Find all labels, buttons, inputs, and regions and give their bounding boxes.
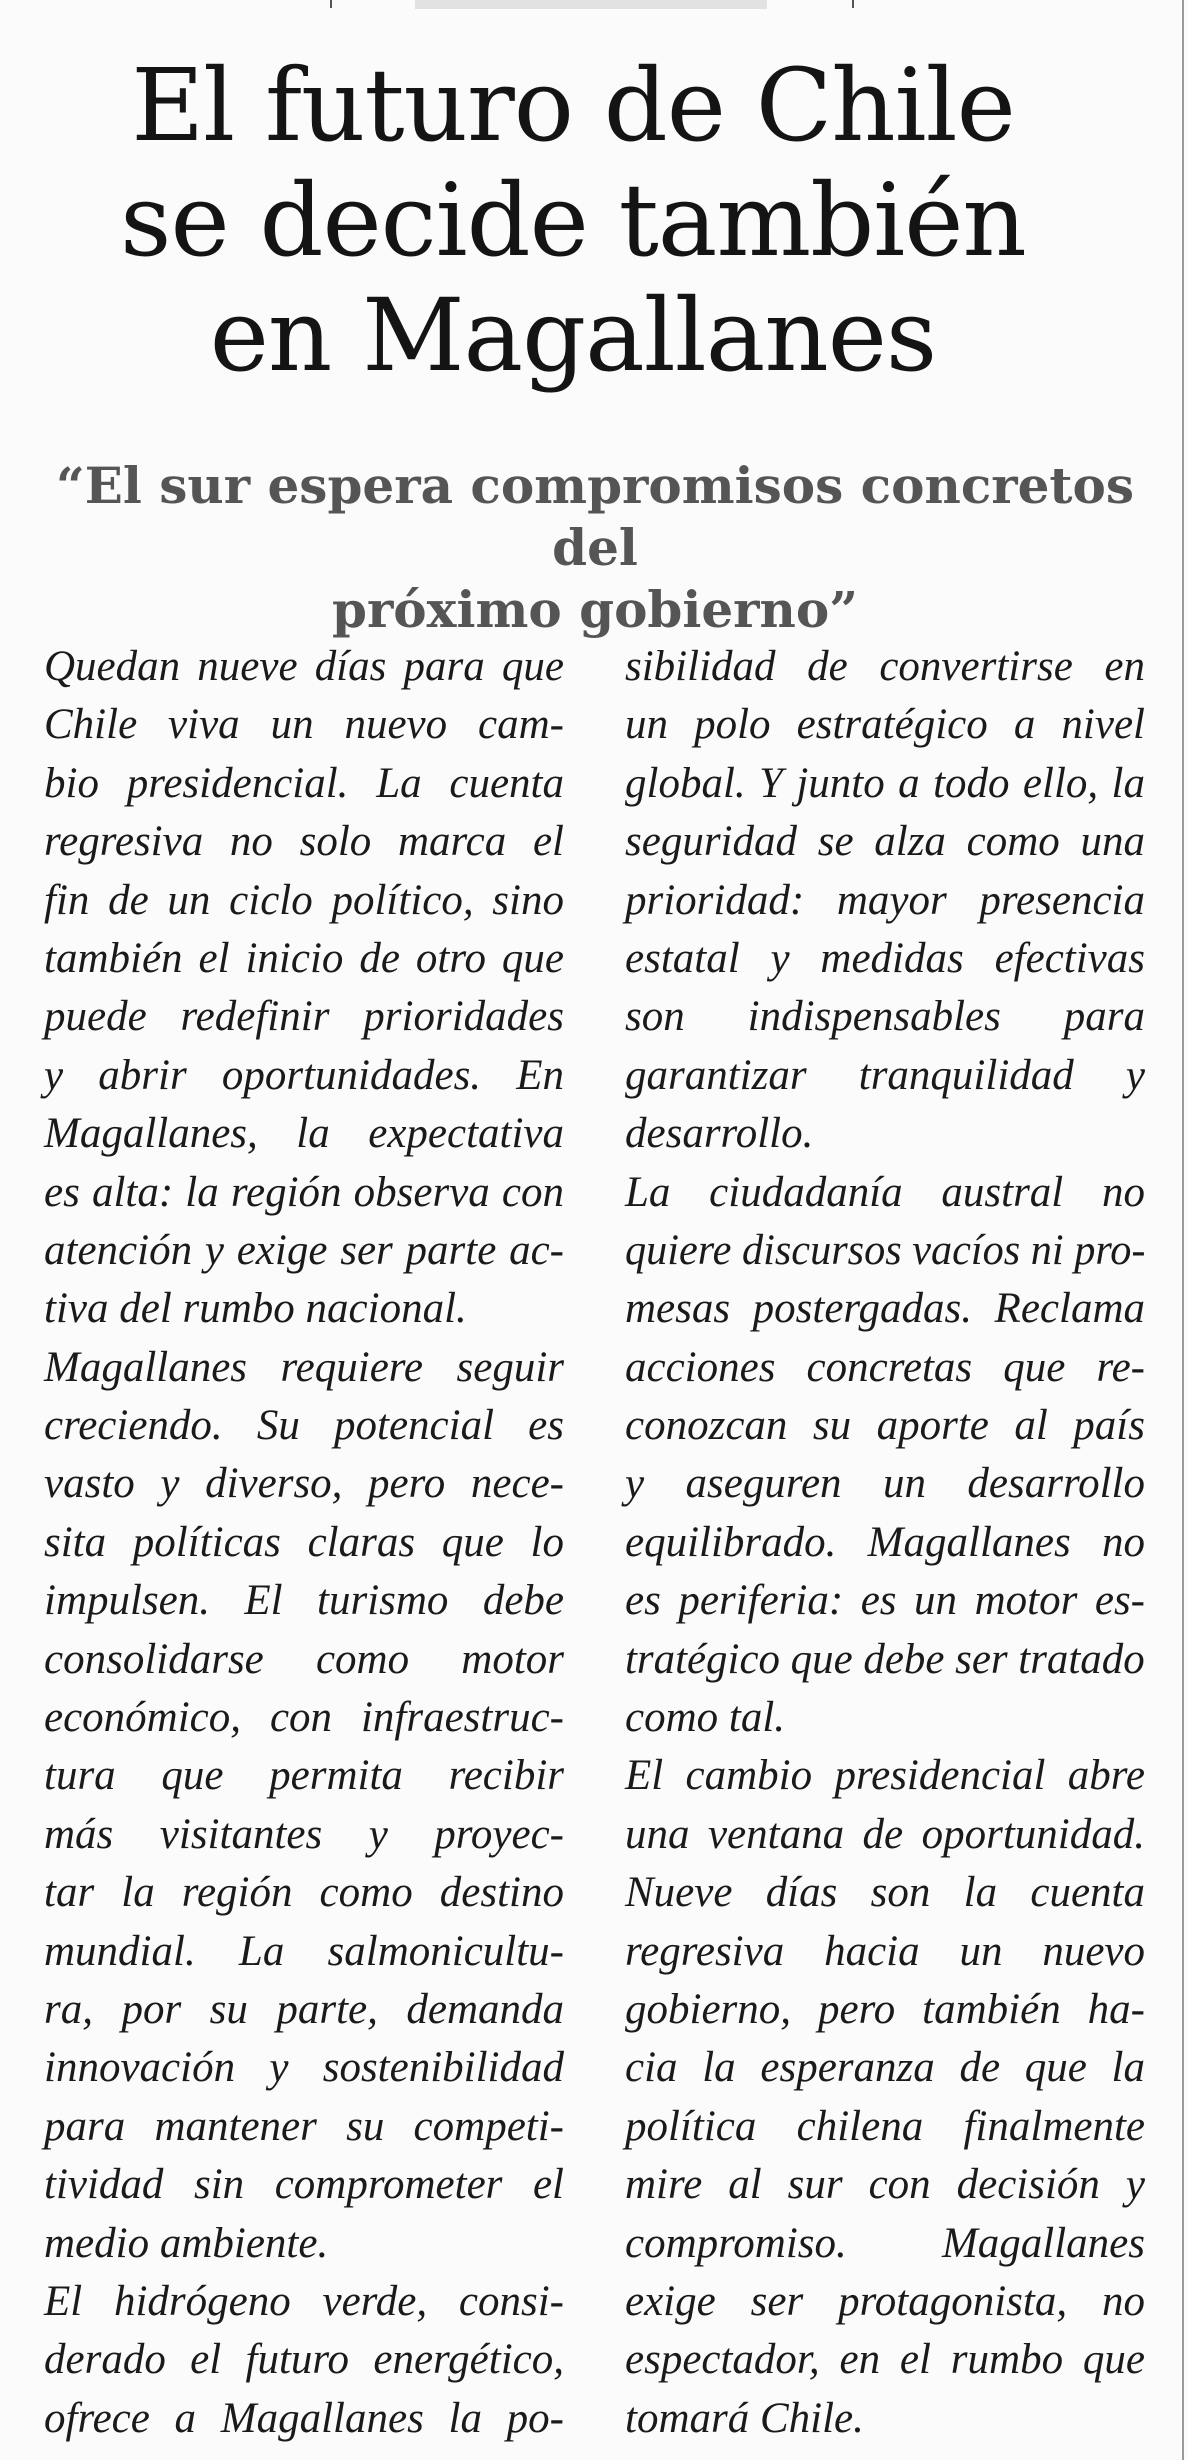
- top-border-bar: [415, 0, 767, 9]
- article-text-line: ofrece a Magallanes la po-: [44, 2394, 564, 2442]
- article-text-line: La ciudadanía austral no: [625, 1168, 1145, 1216]
- article-text-line: y abrir oportunidades. En: [44, 1051, 564, 1099]
- article-text-line: El cambio presidencial abre: [625, 1752, 1145, 1800]
- article-text-line: para mantener su competi-: [44, 2102, 564, 2150]
- article-text-line: Magallanes requiere seguir: [44, 1343, 564, 1391]
- article-text-line: como tal.: [625, 1694, 786, 1742]
- article-text-line: tiva del rumbo nacional.: [44, 1285, 467, 1333]
- subtitle-quote: [30, 455, 1160, 641]
- article-text-line: Magallanes, la expectativa: [44, 1110, 564, 1158]
- article-text-line: Chile viva un nuevo cam-: [44, 701, 564, 749]
- top-border-tick-left: [330, 0, 332, 8]
- article-text-line: atención y exige ser parte ac-: [44, 1226, 564, 1274]
- article-text-line: política chilena finalmente: [625, 2102, 1145, 2150]
- article-text-line: un polo estratégico a nivel: [625, 701, 1145, 749]
- headline-line: se decide también: [120, 162, 1026, 279]
- article-text-line: es periferia: es un motor es-: [625, 1577, 1145, 1625]
- article-text-line: Quedan nueve días para que: [44, 643, 564, 690]
- top-border-tick-right: [852, 0, 854, 8]
- subtitle-line: próximo gobierno”: [331, 580, 858, 639]
- article-column-right: [625, 638, 1145, 2448]
- article-text-line: impulsen. El turismo debe: [44, 1577, 564, 1625]
- article-text-line: más visitantes y proyec-: [44, 1810, 564, 1858]
- article-text-line: tura que permita recibir: [44, 1752, 564, 1800]
- article-text-line: compromiso. Magallanes: [625, 2219, 1145, 2267]
- article-text-line: tar la región como destino: [44, 1869, 564, 1917]
- article-text-line: fin de un ciclo político, sino: [44, 876, 564, 924]
- article-text-line: regresiva no solo marca el: [44, 818, 564, 866]
- page-right-edge-rule: [1182, 0, 1184, 2460]
- article-text-line: derado el futuro energético,: [44, 2336, 564, 2384]
- article-text-line: mundial. La salmonicultu-: [44, 1927, 564, 1975]
- article-text-line: seguridad se alza como una: [625, 818, 1145, 866]
- article-text-line: global. Y junto a todo ello, la: [625, 759, 1145, 807]
- article-text-line: estatal y medidas efectivas: [625, 934, 1145, 982]
- article-text-line: creciendo. Su potencial es: [44, 1402, 564, 1450]
- article-text-line: son indispensables para: [625, 993, 1145, 1041]
- article-text-line: El hidrógeno verde, consi-: [44, 2277, 564, 2325]
- article-text-line: mesas postergadas. Reclama: [625, 1285, 1145, 1333]
- article-text-line: tratégico que debe ser tratado: [625, 1635, 1145, 1683]
- article-text-line: ra, por su parte, demanda: [44, 1985, 564, 2033]
- article-text-line: y aseguren un desarrollo: [625, 1460, 1145, 1508]
- article-text-line: cia la esperanza de que la: [625, 2044, 1145, 2092]
- article-text-line: equilibrado. Magallanes no: [625, 1518, 1145, 1566]
- article-text-line: es alta: la región observa con: [44, 1168, 564, 1216]
- article-text-line: mire al sur con decisión y: [625, 2161, 1145, 2209]
- article-column-left: [44, 638, 564, 2448]
- headline-line: en Magallanes: [209, 277, 937, 394]
- article-text-line: exige ser protagonista, no: [625, 2277, 1145, 2325]
- article-text-line: una ventana de oportunidad.: [625, 1810, 1145, 1858]
- article-text-line: quiere discursos vacíos ni pro-: [625, 1226, 1146, 1274]
- article-text-line: regresiva hacia un nuevo: [625, 1927, 1145, 1975]
- article-text-line: prioridad: mayor presencia: [625, 876, 1145, 924]
- article-text-line: Nueve días son la cuenta: [625, 1869, 1145, 1917]
- article-text-line: sibilidad de convertirse en: [625, 643, 1145, 690]
- article-text-line: gobierno, pero también ha-: [625, 1985, 1145, 2033]
- article-text-line: tomará Chile.: [625, 2394, 864, 2442]
- article-text-line: puede redefinir prioridades: [44, 993, 564, 1041]
- article-text-line: acciones concretas que re-: [625, 1343, 1145, 1391]
- article-text-line: vasto y diverso, pero nece-: [44, 1460, 564, 1508]
- article-text-line: conozcan su aporte al país: [625, 1402, 1145, 1450]
- article-text-line: medio ambiente.: [44, 2219, 329, 2267]
- article-text-line: garantizar tranquilidad y: [625, 1051, 1145, 1099]
- article-text-line: bio presidencial. La cuenta: [44, 759, 564, 807]
- headline: [30, 48, 1116, 393]
- article-text-line: espectador, en el rumbo que: [625, 2336, 1145, 2384]
- article-text-line: también el inicio de otro que: [44, 934, 564, 982]
- article-text-line: sita políticas claras que lo: [44, 1518, 564, 1566]
- article-text-line: desarrollo.: [625, 1110, 814, 1158]
- headline-line: El futuro de Chile: [131, 47, 1015, 164]
- subtitle-line: “El sur espera compromisos concretos del: [55, 456, 1135, 577]
- article-text-line: consolidarse como motor: [44, 1635, 564, 1683]
- article-text-line: tividad sin comprometer el: [44, 2161, 564, 2209]
- article-text-line: económico, con infraestruc-: [44, 1694, 564, 1742]
- article-text-line: innovación y sostenibilidad: [44, 2044, 564, 2092]
